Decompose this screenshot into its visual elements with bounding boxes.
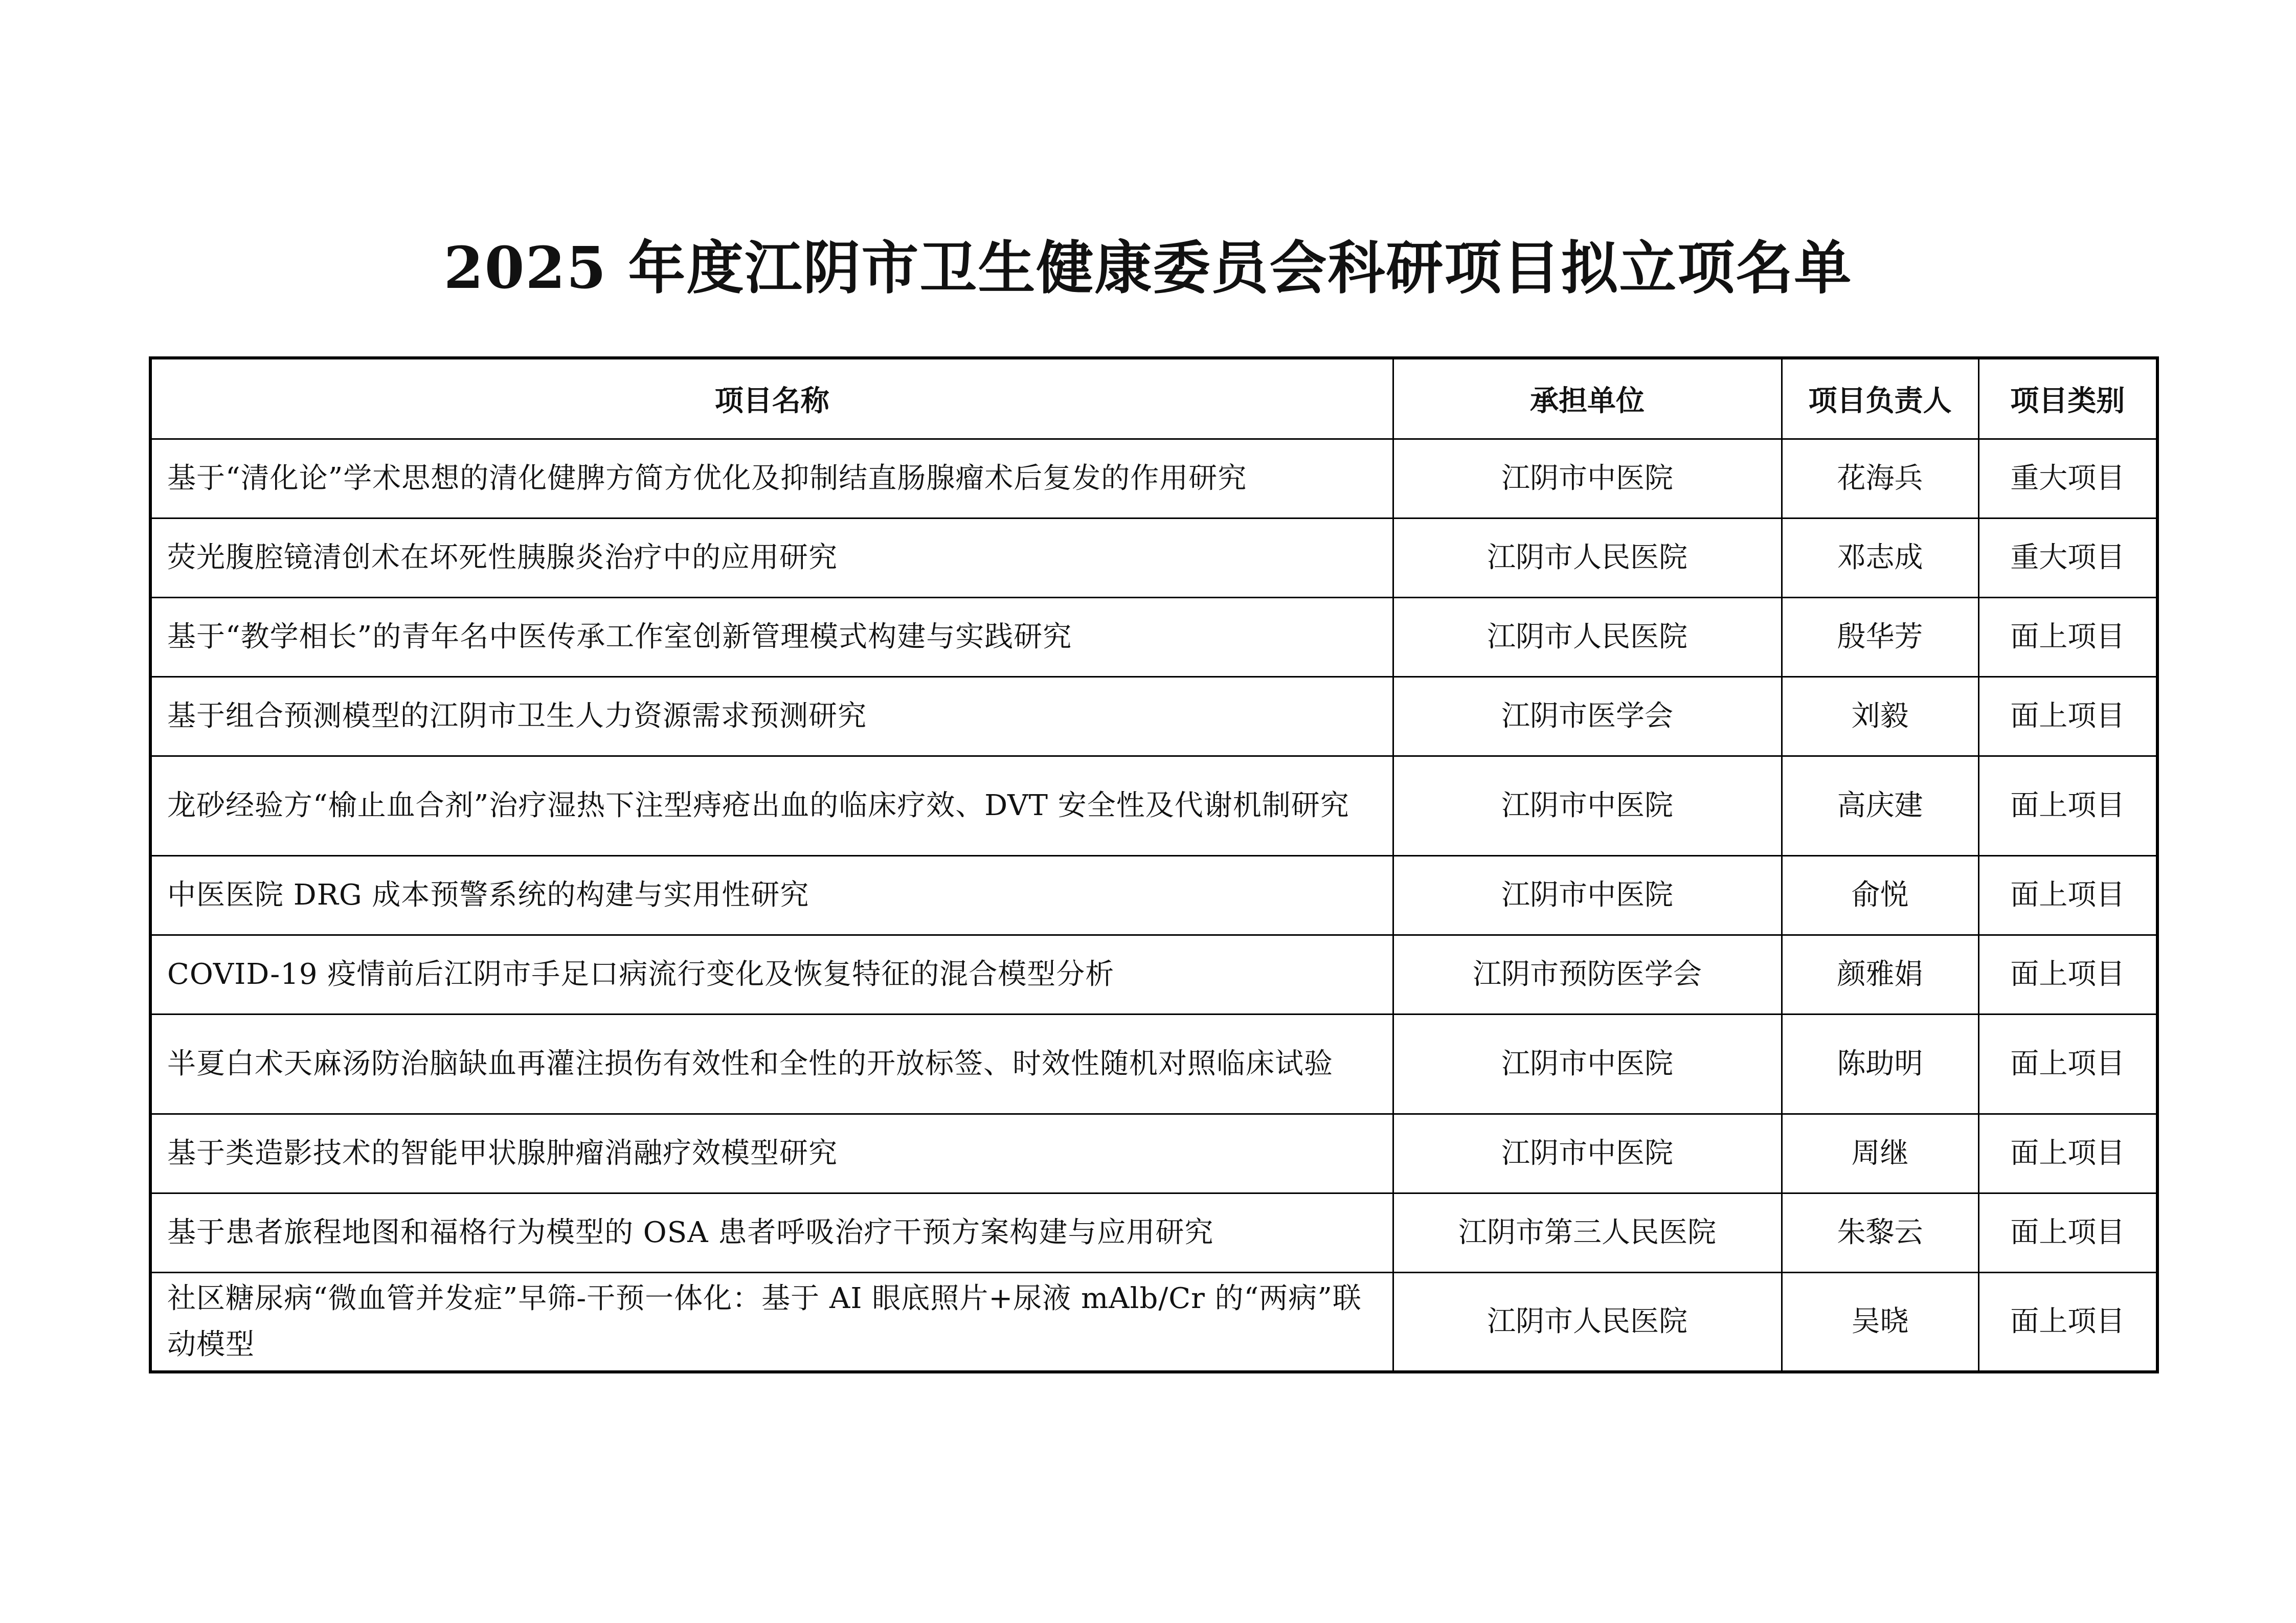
- unit-cell: 江阴市中医院: [1393, 756, 1782, 855]
- unit-cell: 江阴市人民医院: [1393, 518, 1782, 597]
- table-header-row: [150, 358, 2157, 439]
- project-list-table: [149, 356, 2159, 1373]
- category-cell: 重大项目: [1978, 518, 2157, 597]
- project-name-cell: 基于“清化论”学术思想的清化健脾方简方优化及抑制结直肠腺瘤术后复发的作用研究: [150, 439, 1393, 518]
- leader-cell: 吴晓: [1782, 1272, 1978, 1372]
- unit-cell: 江阴市预防医学会: [1393, 935, 1782, 1014]
- leader-cell: 俞悦: [1782, 855, 1978, 935]
- table-row: [150, 518, 2157, 597]
- table-row: [150, 935, 2157, 1014]
- project-name-cell: COVID-19 疫情前后江阴市手足口病流行变化及恢复特征的混合模型分析: [150, 935, 1393, 1014]
- project-name-cell: 龙砂经验方“榆止血合剂”治疗湿热下注型痔疮出血的临床疗效、DVT 安全性及代谢机制研究: [150, 756, 1393, 855]
- category-cell: 面上项目: [1978, 1014, 2157, 1114]
- leader-cell: 高庆建: [1782, 756, 1978, 855]
- table-row: [150, 597, 2157, 677]
- header-project-name: 项目名称: [150, 358, 1393, 439]
- leader-cell: 刘毅: [1782, 677, 1978, 756]
- category-cell: 面上项目: [1978, 1272, 2157, 1372]
- leader-cell: 邓志成: [1782, 518, 1978, 597]
- header-leader: 项目负责人: [1782, 358, 1978, 439]
- unit-cell: 江阴市中医院: [1393, 1014, 1782, 1114]
- project-name-cell: 中医医院 DRG 成本预警系统的构建与实用性研究: [150, 855, 1393, 935]
- unit-cell: 江阴市人民医院: [1393, 1272, 1782, 1372]
- unit-cell: 江阴市医学会: [1393, 677, 1782, 756]
- project-name-cell: 社区糖尿病“微血管并发症”早筛-干预一体化：基于 AI 眼底照片+尿液 mAlb/Cr 的“两病”联动模型: [150, 1272, 1393, 1372]
- table-row: [150, 1193, 2157, 1272]
- leader-cell: 殷华芳: [1782, 597, 1978, 677]
- unit-cell: 江阴市人民医院: [1393, 597, 1782, 677]
- table-row: [150, 1114, 2157, 1193]
- category-cell: 面上项目: [1978, 1193, 2157, 1272]
- unit-cell: 江阴市中医院: [1393, 439, 1782, 518]
- unit-cell: 江阴市中医院: [1393, 855, 1782, 935]
- project-name-cell: 基于“教学相长”的青年名中医传承工作室创新管理模式构建与实践研究: [150, 597, 1393, 677]
- category-cell: 面上项目: [1978, 1114, 2157, 1193]
- table-row: [150, 439, 2157, 518]
- project-name-cell: 基于患者旅程地图和福格行为模型的 OSA 患者呼吸治疗干预方案构建与应用研究: [150, 1193, 1393, 1272]
- category-cell: 面上项目: [1978, 756, 2157, 855]
- category-cell: 面上项目: [1978, 597, 2157, 677]
- category-cell: 面上项目: [1978, 935, 2157, 1014]
- unit-cell: 江阴市第三人民医院: [1393, 1193, 1782, 1272]
- leader-cell: 陈助明: [1782, 1014, 1978, 1114]
- table-row: [150, 756, 2157, 855]
- leader-cell: 花海兵: [1782, 439, 1978, 518]
- table-row: [150, 677, 2157, 756]
- project-name-cell: 基于组合预测模型的江阴市卫生人力资源需求预测研究: [150, 677, 1393, 756]
- unit-cell: 江阴市中医院: [1393, 1114, 1782, 1193]
- category-cell: 面上项目: [1978, 677, 2157, 756]
- category-cell: 重大项目: [1978, 439, 2157, 518]
- header-category: 项目类别: [1978, 358, 2157, 439]
- leader-cell: 朱黎云: [1782, 1193, 1978, 1272]
- project-name-cell: 半夏白术天麻汤防治脑缺血再灌注损伤有效性和全性的开放标签、时效性随机对照临床试验: [150, 1014, 1393, 1114]
- table-row: [150, 1272, 2157, 1372]
- project-name-cell: 荧光腹腔镜清创术在坏死性胰腺炎治疗中的应用研究: [150, 518, 1393, 597]
- table-row: [150, 1014, 2157, 1114]
- project-name-cell: 基于类造影技术的智能甲状腺肿瘤消融疗效模型研究: [150, 1114, 1393, 1193]
- leader-cell: 颜雅娟: [1782, 935, 1978, 1014]
- table-row: [150, 855, 2157, 935]
- category-cell: 面上项目: [1978, 855, 2157, 935]
- leader-cell: 周继: [1782, 1114, 1978, 1193]
- page-title: 2025 年度江阴市卫生健康委员会科研项目拟立项名单: [443, 235, 1853, 302]
- header-unit: 承担单位: [1393, 358, 1782, 439]
